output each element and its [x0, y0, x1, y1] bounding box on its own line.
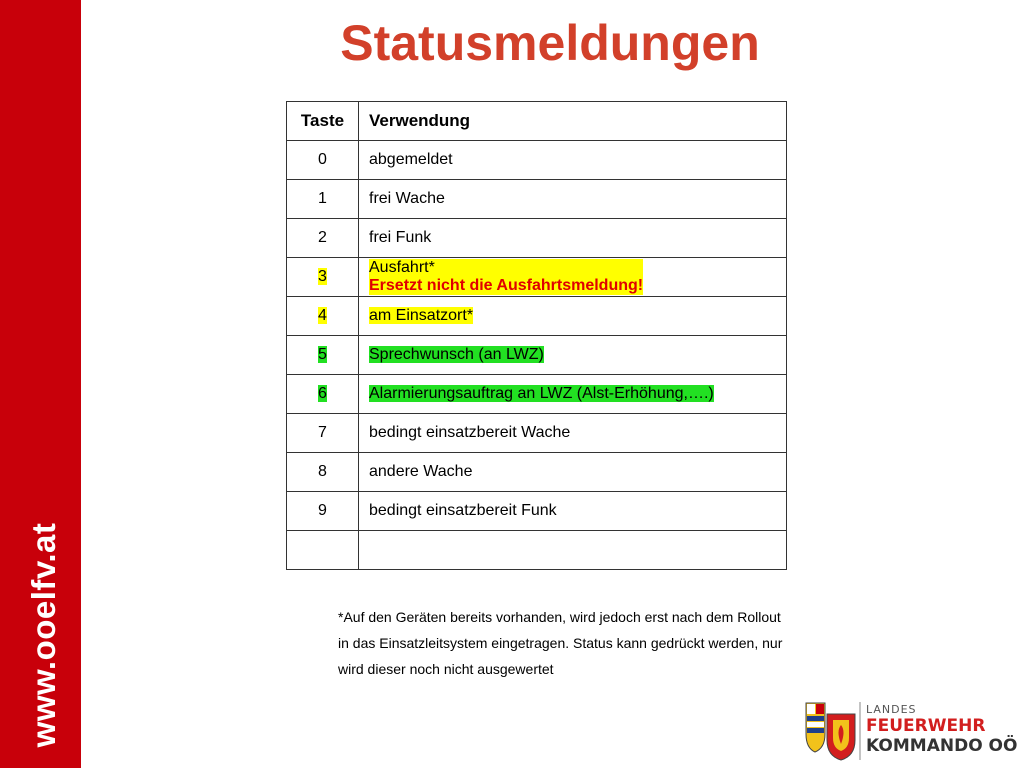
row-use: [359, 336, 787, 375]
row-key: [287, 531, 359, 570]
row-use: bedingt einsatzbereit Funk: [359, 492, 787, 531]
table-row: [287, 531, 787, 570]
row-use-highlight: [369, 259, 643, 295]
sidebar-band: [0, 0, 81, 768]
table-row: [287, 219, 787, 258]
table-row: [287, 258, 787, 297]
table-row: [287, 141, 787, 180]
row-key: 1: [287, 180, 359, 219]
row-key: 2: [287, 219, 359, 258]
row-key: 8: [287, 453, 359, 492]
row-key: 0: [287, 141, 359, 180]
row-warning-text: Ersetzt nicht die Ausfahrtsmeldung!: [369, 277, 644, 294]
table-row: [287, 492, 787, 531]
row-key-highlight: 4: [318, 307, 327, 324]
row-key-highlight: 5: [318, 346, 327, 363]
row-use: [359, 531, 787, 570]
header-use: Verwendung: [359, 102, 787, 141]
row-key: [287, 258, 359, 297]
row-use: [359, 297, 787, 336]
row-key: [287, 375, 359, 414]
logo-line-kommando: KOMMANDO OÖ: [866, 736, 1018, 756]
row-key: 9: [287, 492, 359, 531]
status-table: [286, 101, 787, 570]
row-use-text: Ausfahrt*: [369, 259, 435, 276]
logo-text: [866, 703, 1017, 756]
header-key: Taste: [287, 102, 359, 141]
logo-line-feuerwehr: FEUERWEHR: [866, 716, 986, 736]
row-use: bedingt einsatzbereit Wache: [359, 414, 787, 453]
row-use: [359, 375, 787, 414]
row-use-highlight: am Einsatzort*: [369, 307, 474, 324]
table-row: [287, 414, 787, 453]
website-url: www.ooelfv.at: [25, 522, 62, 748]
fire-helmet-emblem-icon: [827, 714, 855, 760]
row-use: [359, 258, 787, 297]
logo-line-landes: LANDES: [866, 703, 917, 716]
row-use-highlight: Alarmierungsauftrag an LWZ (Alst-Erhöhung,….): [369, 385, 714, 402]
coat-of-arms-icon: [806, 703, 825, 752]
row-key: 7: [287, 414, 359, 453]
row-use: frei Funk: [359, 219, 787, 258]
table-row: [287, 180, 787, 219]
row-key: [287, 336, 359, 375]
page-title: Statusmeldungen: [340, 15, 760, 71]
table-header-row: [287, 102, 787, 141]
row-key-highlight: 3: [318, 268, 327, 285]
row-use: abgemeldet: [359, 141, 787, 180]
row-use-highlight: Sprechwunsch (an LWZ): [369, 346, 544, 363]
row-use: andere Wache: [359, 453, 787, 492]
table-row: [287, 375, 787, 414]
row-key-highlight: 6: [318, 385, 327, 402]
table-row: [287, 297, 787, 336]
table-row: [287, 453, 787, 492]
footnote: *Auf den Geräten bereits vorhanden, wird jedoch erst nach dem Rollout in das Einsatzleitsystem eingetragen. Status kann gedrückt werden, nur wird dieser noch nicht ausgewertet: [338, 609, 783, 677]
table-row: [287, 336, 787, 375]
row-key: [287, 297, 359, 336]
row-use: frei Wache: [359, 180, 787, 219]
